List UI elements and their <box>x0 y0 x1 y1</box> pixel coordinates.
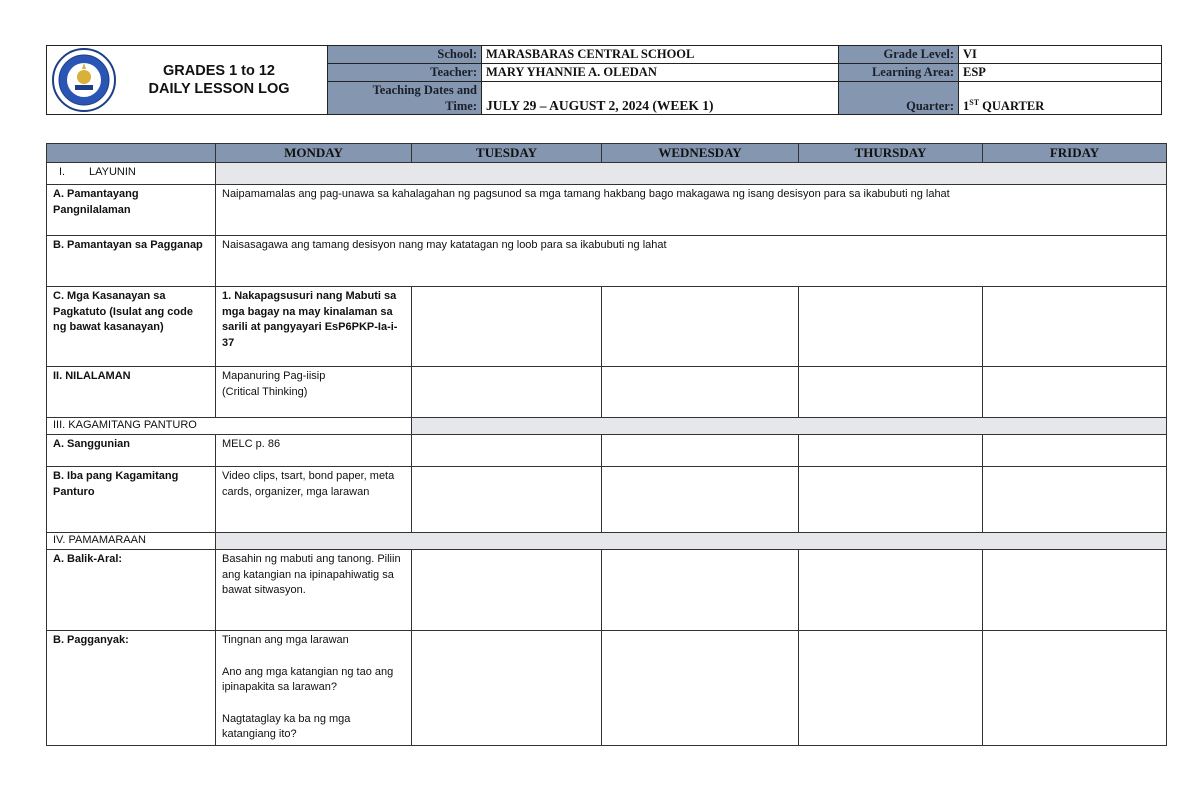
row-sanggunian <box>47 435 1167 467</box>
nilalaman-tuesday <box>412 367 602 418</box>
row-kasanayan <box>47 287 1167 367</box>
title-line-2: DAILY LESSON LOG <box>148 81 290 97</box>
pamamaraan-label: IV. PAMAMARAAN <box>47 533 216 550</box>
days-header-blank <box>47 144 216 163</box>
nilalaman-wednesday <box>602 367 799 418</box>
pagganyak-wednesday <box>602 631 799 746</box>
quarter-text: QUARTER <box>979 99 1045 113</box>
pagganyak-monday <box>216 631 412 746</box>
teacher-label: Teacher: <box>328 64 482 82</box>
header-table <box>46 45 1162 115</box>
sanggunian-monday: MELC p. 86 <box>216 435 412 467</box>
pamantayang-pangnilalaman-label: A. Pamantayang Pangnilalaman <box>47 185 216 236</box>
row-iba-pang-kagamitan <box>47 467 1167 533</box>
kasanayan-monday: 1. Nakapagsusuri nang Mabuti sa mga bagay na may kinalaman sa sarili at pangyayari EsP6PKP-Ia-i-37 <box>216 287 412 367</box>
row-pamantayang-pangnilalaman <box>47 185 1167 236</box>
grade-level-value: VI <box>959 46 1162 64</box>
kagamitang-panturo-label: III. KAGAMITANG PANTURO <box>47 418 412 435</box>
school-label: School: <box>328 46 482 64</box>
day-wednesday: WEDNESDAY <box>602 144 799 163</box>
kasanayan-friday <box>983 287 1167 367</box>
sanggunian-wednesday <box>602 435 799 467</box>
pamamaraan-shaded-cell <box>216 533 1167 550</box>
sanggunian-friday <box>983 435 1167 467</box>
nilalaman-thursday <box>799 367 983 418</box>
lesson-log-table <box>46 143 1167 746</box>
balik-aral-tuesday <box>412 550 602 631</box>
day-friday: FRIDAY <box>983 144 1167 163</box>
iba-pang-kagamitan-tuesday <box>412 467 602 533</box>
teacher-value: MARY YHANNIE A. OLEDAN <box>482 64 839 82</box>
day-thursday: THURSDAY <box>799 144 983 163</box>
quarter-number: 1 <box>963 99 970 113</box>
quarter-value <box>959 82 1162 115</box>
balik-aral-thursday <box>799 550 983 631</box>
learning-area-label: Learning Area: <box>839 64 959 82</box>
teaching-dates-label <box>328 82 482 115</box>
layunin-label <box>47 163 216 185</box>
sanggunian-label: A. Sanggunian <box>47 435 216 467</box>
pamantayan-sa-pagganap-label: B. Pamantayan sa Pagganap <box>47 236 216 287</box>
iba-pang-kagamitan-label: B. Iba pang Kagamitang Panturo <box>47 467 216 533</box>
header-title-cell <box>47 46 328 115</box>
pamantayang-pangnilalaman-text: Naipamamalas ang pag-unawa sa kahalagahan ng pagsunod sa mga tamang hakbang bago makagawa ng isang desisyon para sa ikabubuti ng lahat <box>216 185 1167 236</box>
iba-pang-kagamitan-thursday <box>799 467 983 533</box>
teaching-dates-value: JULY 29 – AUGUST 2, 2024 (WEEK 1) <box>482 82 839 115</box>
school-value: MARASBARAS CENTRAL SCHOOL <box>482 46 839 64</box>
pagganyak-line-3: Nagtataglay ka ba ng mga katangiang ito? <box>222 712 351 740</box>
row-balik-aral <box>47 550 1167 631</box>
learning-area-value: ESP <box>959 64 1162 82</box>
balik-aral-monday: Basahin ng mabuti ang tanong. Piliin ang katangian na ipinapahiwatig sa bawat sitwasyon. <box>216 550 412 631</box>
pamantayan-sa-pagganap-text: Naisasagawa ang tamang desisyon nang may katatagan ng loob para sa ikabubuti ng lahat <box>216 236 1167 287</box>
iba-pang-kagamitan-wednesday <box>602 467 799 533</box>
row-kagamitang-panturo <box>47 418 1167 435</box>
balik-aral-friday <box>983 550 1167 631</box>
nilalaman-line-2: (Critical Thinking) <box>222 385 308 398</box>
layunin-shaded-cell <box>216 163 1167 185</box>
nilalaman-monday <box>216 367 412 418</box>
deped-seal-icon <box>51 47 117 113</box>
kasanayan-label: C. Mga Kasanayan sa Pagkatuto (Isulat ang code ng bawat kasanayan) <box>47 287 216 367</box>
sanggunian-thursday <box>799 435 983 467</box>
sanggunian-tuesday <box>412 435 602 467</box>
pagganyak-line-1: Tingnan ang mga larawan <box>222 634 349 646</box>
row-pagganyak <box>47 631 1167 746</box>
layunin-text: LAYUNIN <box>89 166 136 178</box>
nilalaman-label: II. NILALAMAN <box>47 367 216 418</box>
nilalaman-line-1: Mapanuring Pag-iisip <box>222 370 326 382</box>
pagganyak-line-2: Ano ang mga katangian ng tao ang ipinapakita sa larawan? <box>222 665 394 693</box>
kasanayan-wednesday <box>602 287 799 367</box>
pagganyak-friday <box>983 631 1167 746</box>
balik-aral-label: A. Balik-Aral: <box>47 550 216 631</box>
title-line-1: GRADES 1 to 12 <box>163 63 275 79</box>
day-monday: MONDAY <box>216 144 412 163</box>
kagamitang-panturo-shaded-cell <box>412 418 1167 435</box>
iba-pang-kagamitan-friday <box>983 467 1167 533</box>
quarter-label: Quarter: <box>839 82 959 115</box>
teaching-dates-label-line-1: Teaching Dates and <box>372 83 477 97</box>
kasanayan-thursday <box>799 287 983 367</box>
layunin-number: I. <box>59 166 66 178</box>
quarter-superscript: ST <box>969 97 980 107</box>
balik-aral-wednesday <box>602 550 799 631</box>
grade-level-label: Grade Level: <box>839 46 959 64</box>
kasanayan-tuesday <box>412 287 602 367</box>
row-pamantayan-sa-pagganap <box>47 236 1167 287</box>
row-nilalaman <box>47 367 1167 418</box>
pagganyak-tuesday <box>412 631 602 746</box>
row-layunin <box>47 163 1167 185</box>
iba-pang-kagamitan-monday: Video clips, tsart, bond paper, meta cards, organizer, mga larawan <box>216 467 412 533</box>
nilalaman-friday <box>983 367 1167 418</box>
pagganyak-thursday <box>799 631 983 746</box>
row-pamamaraan <box>47 533 1167 550</box>
pagganyak-label: B. Pagganyak: <box>47 631 216 746</box>
days-header-row <box>47 144 1167 163</box>
day-tuesday: TUESDAY <box>412 144 602 163</box>
teaching-dates-label-line-2: Time: <box>445 99 477 113</box>
